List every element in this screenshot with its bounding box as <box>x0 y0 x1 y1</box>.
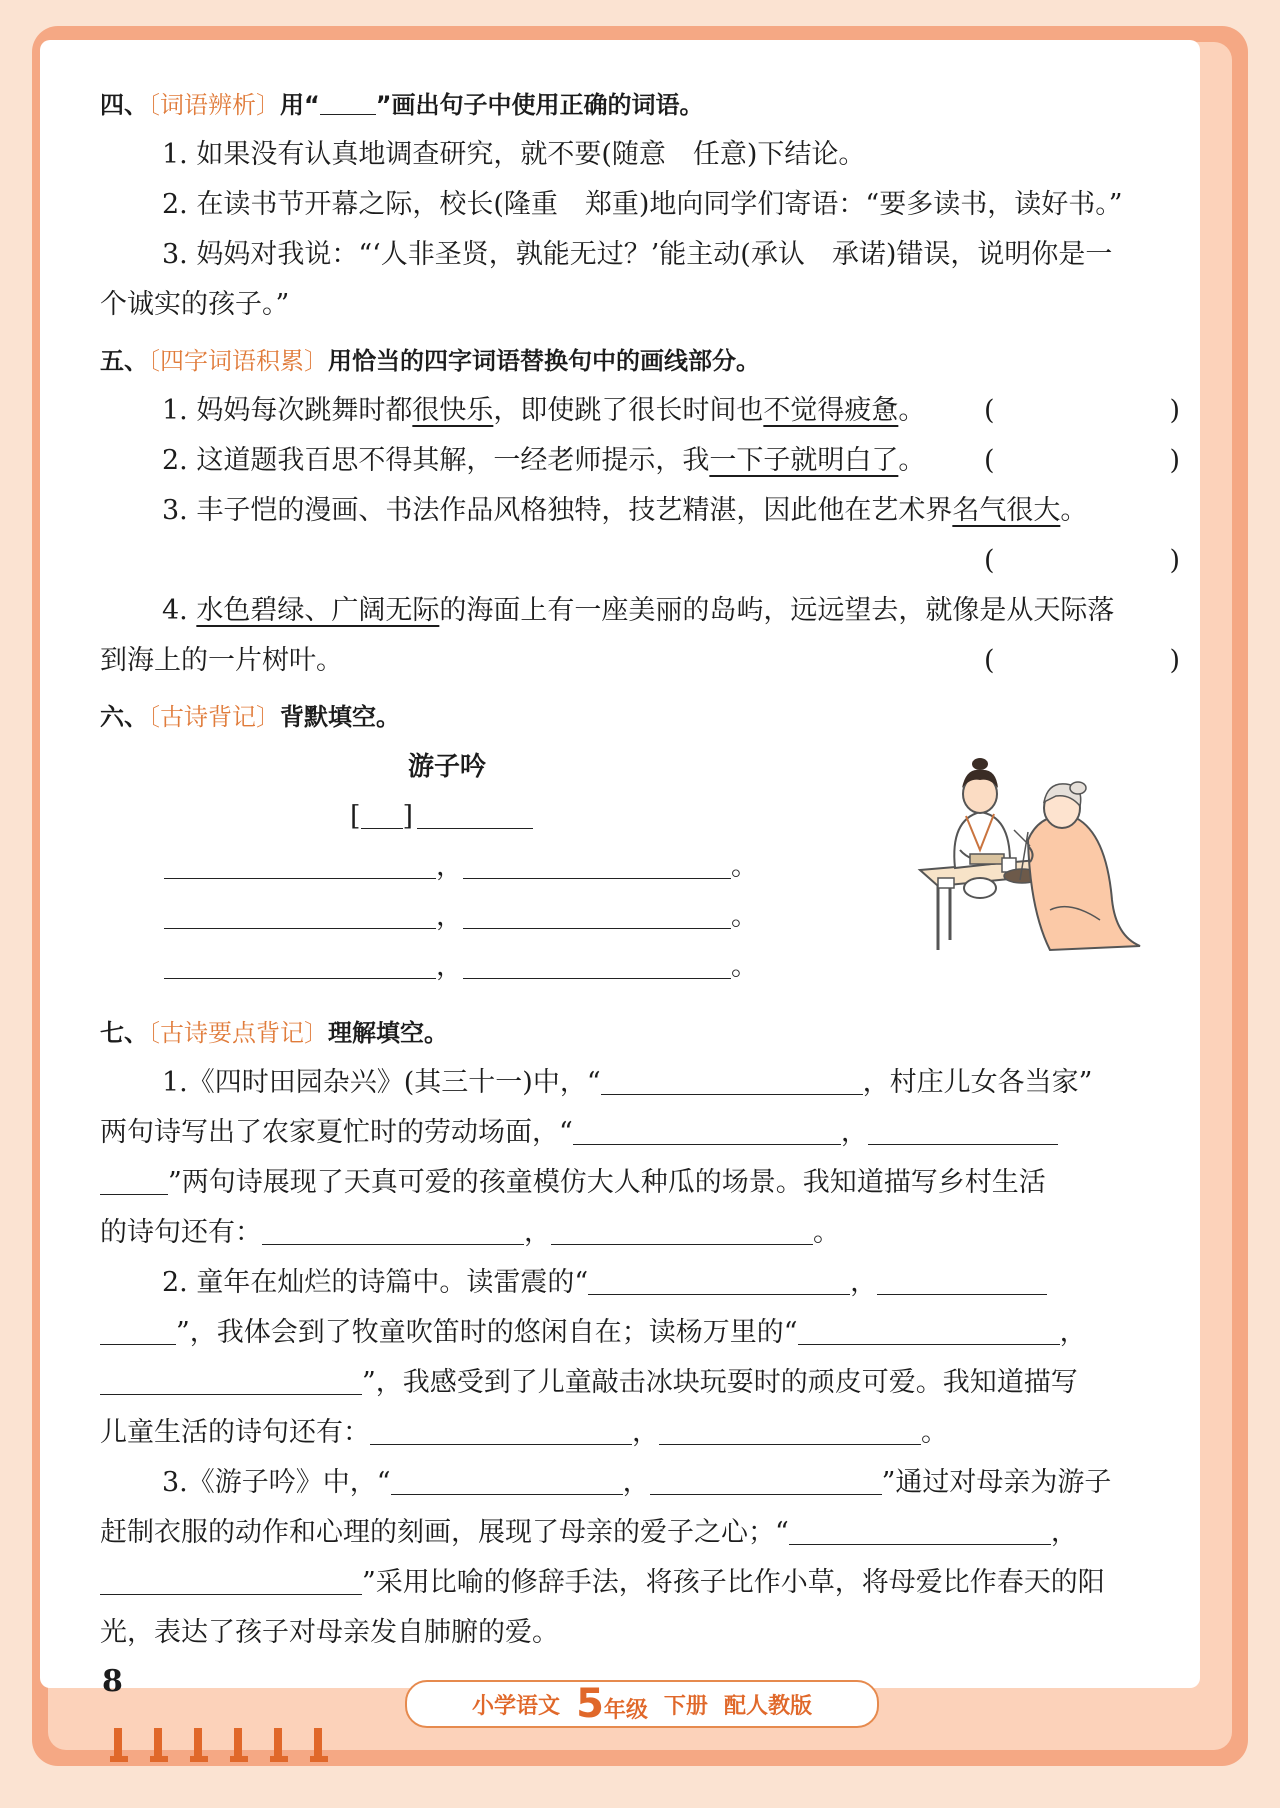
s7-line-5: 2. 童年在灿烂的诗篇中。读雷震的“ ， <box>100 1258 1180 1308</box>
section-4-heading: 四、〔词语辨析〕用“ ”画出句子中使用正确的词语。 <box>100 91 704 119</box>
poem-title: 游子吟 <box>408 752 487 782</box>
poem-block <box>100 742 1180 998</box>
s5-item-4-cont: 到海上的一片树叶。 ( ) <box>100 636 1180 686</box>
s5-item-1: 1. 妈妈每次跳舞时都很快乐，即使跳了很长时间也不觉得疲惫。 ( ) <box>100 386 1180 436</box>
s4-item-1: 1. 如果没有认真地调查研究，就不要(随意 任意)下结论。 <box>162 139 866 170</box>
s7-line-1: 1.《四时田园杂兴》(其三十一)中，“ ，村庄儿女各当家” <box>100 1058 1180 1108</box>
answer-paren[interactable]: ( ) <box>984 395 1180 426</box>
poem-line-3: ， 。 <box>164 942 758 992</box>
s4-item-3-cont: 个诚实的孩子。” <box>100 289 290 320</box>
worksheet <box>100 80 1180 1658</box>
s7-line-2: 两句诗写出了农家夏忙时的劳动场面，“ ， <box>100 1108 1180 1158</box>
grade-number: 5 <box>576 1681 604 1727</box>
s4-item-3: 3. 妈妈对我说：“‘人非圣贤，孰能无过？’能主动(承认 承诺)错误，说明你是一 <box>162 239 1113 270</box>
s5-item-4: 4. 水色碧绿、广阔无际的海面上有一座美丽的岛屿，远远望去，就像是从天际落 <box>162 595 1115 626</box>
answer-paren[interactable]: ( ) <box>984 645 1180 676</box>
s5-item-2: 2. 这道题我百思不得其解，一经老师提示，我一下子就明白了。 ( ) <box>100 436 1180 486</box>
footer-decoration <box>110 1724 370 1768</box>
s7-line-9: 3.《游子吟》中，“ ， ”通过对母亲为游子 <box>100 1458 1180 1508</box>
s7-line-3: ”两句诗展现了天真可爱的孩童模仿大人种瓜的场景。我知道描写乡村生活 <box>100 1158 1180 1208</box>
mother-son-illustration <box>910 750 1160 960</box>
s7-line-11: ”采用比喻的修辞手法，将孩子比作小草，将母爱比作春天的阳 <box>100 1558 1180 1608</box>
poem-line-1: ， 。 <box>164 842 758 892</box>
author-blank[interactable] <box>417 798 533 829</box>
s7-line-10: 赶制衣服的动作和心理的刻画，展现了母亲的爱子之心；“ ， <box>100 1508 1180 1558</box>
s4-item-2: 2. 在读书节开幕之际，校长(隆重 郑重)地向同学们寄语：“要多读书，读好书。” <box>162 189 1123 220</box>
answer-paren[interactable]: ( ) <box>984 445 1180 476</box>
answer-paren[interactable]: ( ) <box>984 545 1180 576</box>
s7-line-4: 的诗句还有： ， 。 <box>100 1208 1180 1258</box>
section-6-heading: 六、〔古诗背记〕背默填空。 <box>100 703 400 731</box>
s7-line-6: ”，我体会到了牧童吹笛时的悠闲自在；读杨万里的“ ， <box>100 1308 1180 1358</box>
volume-label: 下册 <box>663 1693 708 1719</box>
subject-label: 小学语文 <box>472 1693 561 1719</box>
s7-line-7: ”，我感受到了儿童敲击冰块玩耍时的顽皮可爱。我知道描写 <box>100 1358 1180 1408</box>
section-7-heading: 七、〔古诗要点背记〕理解填空。 <box>100 1019 448 1047</box>
book-footer: 小学语文 5年级 下册 配人教版 <box>405 1680 879 1728</box>
s7-line-8: 儿童生活的诗句还有： ， 。 <box>100 1408 1180 1458</box>
page-number: 8 <box>102 1664 123 1699</box>
s5-item-3-answer <box>100 536 1180 586</box>
edition-label: 配人教版 <box>723 1693 812 1719</box>
s5-item-3: 3. 丰子恺的漫画、书法作品风格独特，技艺精湛，因此他在艺术界名气很大。 <box>162 495 1088 526</box>
s7-line-12: 光，表达了孩子对母亲发自肺腑的爱。 <box>100 1617 559 1648</box>
poem-author-line: [ ] <box>350 792 533 842</box>
poem-line-2: ， 。 <box>164 892 758 942</box>
section-5-heading: 五、〔四字词语积累〕用恰当的四字词语替换句中的画线部分。 <box>100 347 760 375</box>
